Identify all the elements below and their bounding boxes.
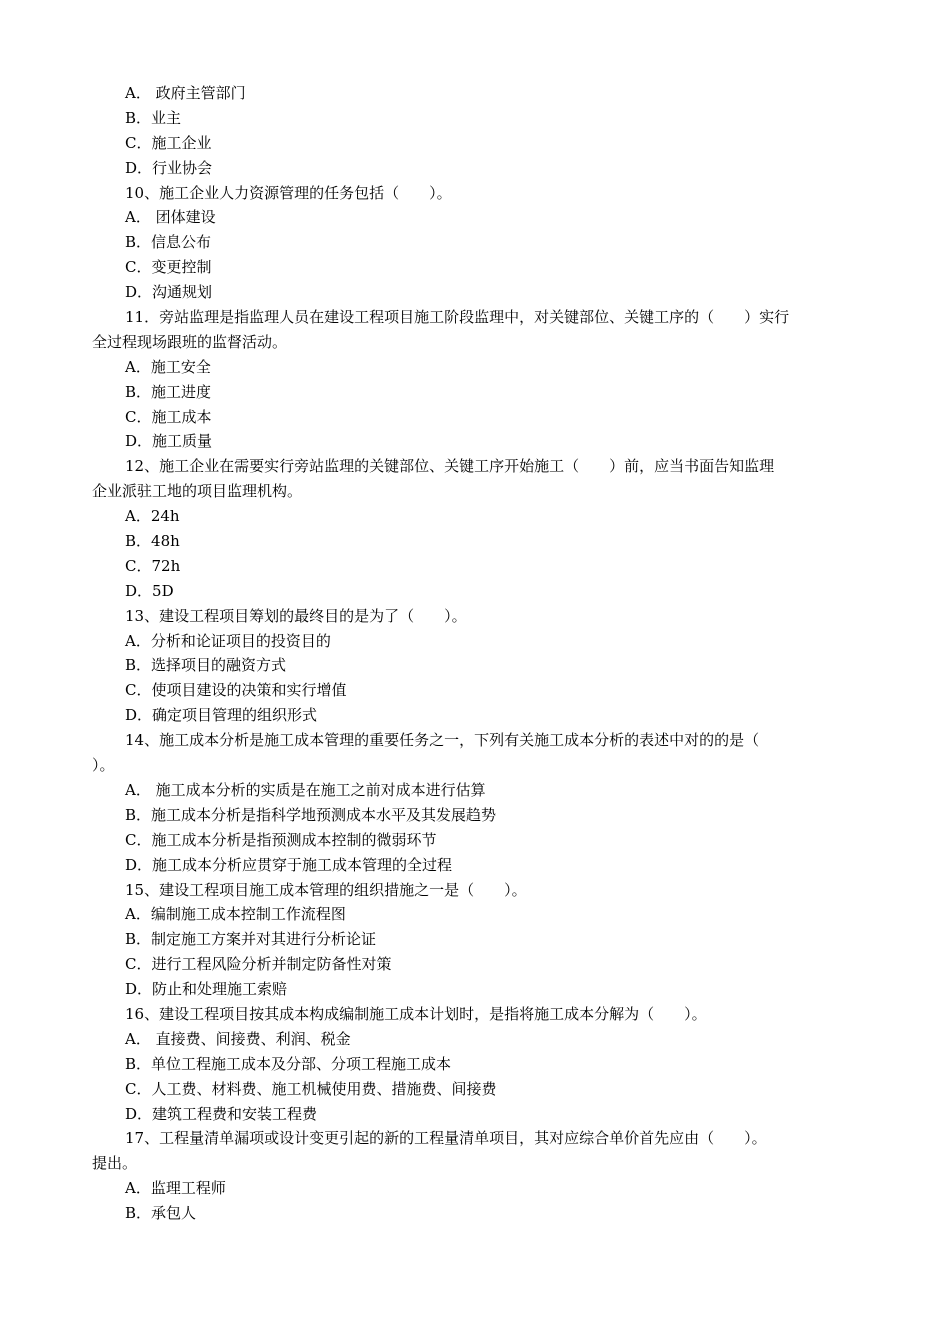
- answer-option: B．施工进度: [125, 382, 212, 401]
- answer-option: D．确定项目管理的组织形式: [125, 706, 318, 725]
- answer-option: D．5D: [125, 581, 174, 600]
- answer-option: C．进行工程风险分析并制定防备性对策: [125, 955, 392, 974]
- answer-option: C．使项目建设的决策和实行增值: [125, 681, 347, 700]
- answer-option: D．防止和处理施工索赔: [125, 980, 288, 999]
- question-text-continuation: ）。: [92, 756, 115, 775]
- answer-option: A．24h: [125, 507, 180, 526]
- answer-option: B．48h: [125, 532, 180, 551]
- answer-option: A． 直接费、间接费、利润、税金: [125, 1029, 351, 1048]
- question-text: 15、建设工程项目施工成本管理的组织措施之一是（ ）。: [125, 880, 527, 899]
- question-text-continuation: 提出。: [92, 1154, 138, 1173]
- answer-option: C．人工费、材料费、施工机械使用费、措施费、间接费: [125, 1079, 497, 1098]
- answer-option: D．施工成本分析应贯穿于施工成本管理的全过程: [125, 855, 453, 874]
- answer-option: D．行业协会: [125, 158, 213, 177]
- answer-option: B．信息公布: [125, 233, 212, 252]
- answer-option: B．制定施工方案并对其进行分析论证: [125, 930, 377, 949]
- answer-option: D．施工质量: [125, 432, 213, 451]
- question-text: 14、施工成本分析是施工成本管理的重要任务之一，下列有关施工成本分析的表述中对的的是（: [125, 731, 760, 750]
- question-text: 16、建设工程项目按其成本构成编制施工成本计划时，是指将施工成本分解为（ ）。: [125, 1004, 707, 1023]
- answer-option: C．变更控制: [125, 258, 212, 277]
- answer-option: A．分析和论证项目的投资目的: [125, 631, 331, 650]
- answer-option: B．承包人: [125, 1204, 197, 1223]
- question-text-continuation: 全过程现场跟班的监督活动。: [92, 332, 288, 351]
- question-text: 11．旁站监理是指监理人员在建设工程项目施工阶段监理中，对关键部位、关键工序的（ ）实行: [125, 308, 790, 327]
- answer-option: A．编制施工成本控制工作流程图: [125, 905, 346, 924]
- answer-option: B．单位工程施工成本及分部、分项工程施工成本: [125, 1054, 452, 1073]
- answer-option: C．72h: [125, 556, 181, 575]
- answer-option: C．施工成本: [125, 407, 212, 426]
- question-text: 12、施工企业在需要实行旁站监理的关键部位、关键工序开始施工（ ）前，应当书面告知监理: [125, 457, 775, 476]
- answer-option: C．施工成本分析是指预测成本控制的微弱环节: [125, 830, 437, 849]
- question-list: [92, 81, 850, 1226]
- question-text-continuation: 企业派驻工地的项目监理机构。: [92, 482, 303, 501]
- answer-option: C．施工企业: [125, 133, 212, 152]
- answer-option: A．监理工程师: [125, 1179, 226, 1198]
- answer-option: D．建筑工程费和安装工程费: [125, 1104, 318, 1123]
- answer-option: B．业主: [125, 108, 182, 127]
- answer-option: B．选择项目的融资方式: [125, 656, 287, 675]
- answer-option: D．沟通规划: [125, 283, 213, 302]
- answer-option: A．施工安全: [125, 357, 211, 376]
- answer-option: B．施工成本分析是指科学地预测成本水平及其发展趋势: [125, 805, 497, 824]
- question-text: 13、建设工程项目筹划的最终目的是为了（ ）。: [125, 606, 467, 625]
- answer-option: A． 施工成本分析的实质是在施工之前对成本进行估算: [125, 780, 486, 799]
- question-text: 10、施工企业人力资源管理的任务包括（ ）。: [125, 183, 452, 202]
- answer-option: A． 政府主管部门: [125, 84, 246, 102]
- answer-option: A． 团体建设: [125, 208, 216, 227]
- question-text: 17、工程量清单漏项或设计变更引起的新的工程量清单项目，其对应综合单价首先应由（ ）。: [125, 1129, 767, 1148]
